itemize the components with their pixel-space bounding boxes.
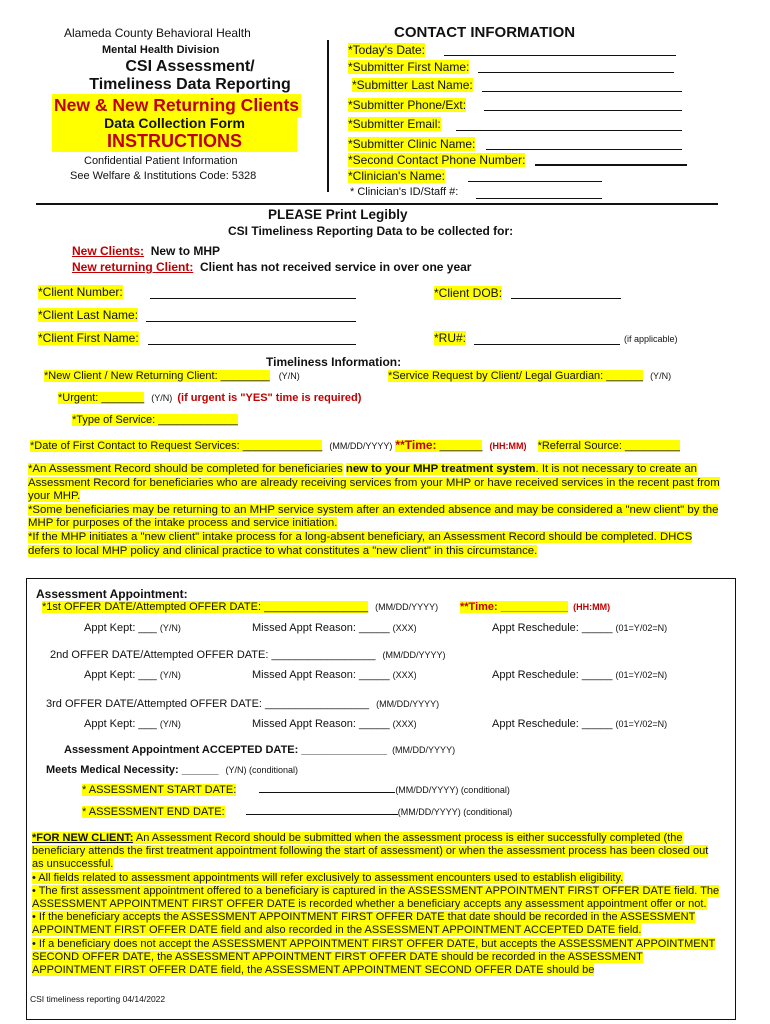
ru-note: (if applicable): [624, 334, 678, 344]
appt-kept-row: [84, 718, 181, 730]
note-text: • If the beneficiary accepts the ASSESSMENT APPOINTMENT FIRST OFFER DATE that date should be recorded in the ASSESSMENT APPOINTMENT FIRST OFFER DATE field and also recorded in the ASSESSMENT APPOINTMENT ACCEPTED DATE field.: [32, 911, 696, 937]
todays-date-field[interactable]: [444, 55, 676, 56]
offer1-label[interactable]: *1st OFFER DATE/Attempted OFFER DATE: _________________: [42, 601, 369, 613]
csi-collected-heading: CSI Timeliness Reporting Data to be collected for:: [228, 224, 514, 238]
returning-client-text: Client has not received service in over one year: [200, 260, 472, 274]
assessment-end-field[interactable]: [246, 814, 398, 815]
returning-client-definition: [72, 260, 471, 274]
urgent-row: [58, 392, 361, 404]
accepted-date-label[interactable]: Assessment Appointment ACCEPTED DATE: ______________: [64, 744, 387, 756]
division-name: Mental Health Division: [102, 44, 220, 56]
client-dob-label: *Client DOB:: [434, 286, 503, 300]
reason-code-hint: (XXX): [392, 623, 417, 633]
submitter-email-field[interactable]: [456, 130, 682, 131]
offer3-row: [46, 698, 439, 710]
client-number-field[interactable]: [150, 298, 356, 299]
note-text: • If a beneficiary does not accept the ASSESSMENT APPOINTMENT FIRST OFFER DATE, but accepts the ASSESSMENT APPOINTMENT SECOND OFFER DATE, the ASSESSMENT APPOINTMENT FIRST OFFER DATE should be recorded in the ASSESSMENT APPOINTMENT FIRST OFFER DATE field, the ASSESSMENT APPOINTMENT SECOND OFFER DATE should be: [32, 937, 716, 977]
welfare-code: See Welfare & Institutions Code: 5328: [70, 170, 257, 182]
reschedule-label[interactable]: Appt Reschedule: _____: [492, 622, 613, 634]
note-text: *Some beneficiaries may be returning to an MHP service system after an extended absence and may be considered a "new client" by the MHP for purposes of the intake process and service initiation.: [28, 503, 719, 530]
date-format-hint: (MM/DD/YYYY): [392, 745, 456, 755]
reschedule-row: [492, 622, 667, 634]
time-format-hint: (HH:MM): [489, 441, 527, 451]
assessment-record-note: [28, 463, 720, 558]
client-number-label: *Client Number:: [38, 285, 123, 299]
returning-client-label: New returning Client:: [72, 260, 194, 274]
offer-time-label[interactable]: **Time: ___________: [460, 601, 569, 613]
appt-kept-label[interactable]: Appt Kept: ___: [84, 622, 157, 634]
agency-name: Alameda County Behavioral Health: [64, 26, 251, 40]
note-text: *An Assessment Record should be completed for beneficiaries: [28, 463, 343, 475]
yn-hint: (Y/N): [650, 371, 672, 381]
date-format-hint: (MM/DD/YYYY): [329, 441, 393, 451]
print-legibly: PLEASE Print Legibly: [268, 207, 408, 222]
assessment-start-label: * ASSESSMENT START DATE:: [82, 784, 237, 796]
submitter-last-field[interactable]: [482, 91, 682, 92]
reschedule-label[interactable]: Appt Reschedule: _____: [492, 669, 613, 681]
note-text: • All fields related to assessment appointments will refer exclusively to assessment encounters used to establish eligibility.: [32, 871, 624, 884]
date-format-hint: (MM/DD/YYYY): [375, 602, 439, 612]
conditional-hint: (Y/N) (conditional): [225, 765, 299, 775]
reason-code-hint: (XXX): [392, 670, 417, 680]
new-returning-label[interactable]: *New Client / New Returning Client: ________: [44, 370, 270, 382]
header-divider: [327, 40, 329, 192]
urgent-note: (if urgent is "YES" time is required): [177, 392, 362, 404]
assessment-end-label: * ASSESSMENT END DATE:: [82, 806, 225, 818]
assessment-end-row: [82, 806, 512, 818]
ru-label: *RU#:: [434, 331, 467, 345]
assessment-start-row: [82, 784, 510, 796]
appt-kept-label[interactable]: Appt Kept: ___: [84, 718, 157, 730]
service-request-row: [388, 370, 671, 382]
confidential-notice: Confidential Patient Information: [84, 155, 238, 167]
missed-reason-row: [252, 718, 417, 730]
medical-necessity-row: [46, 764, 298, 776]
second-phone-field[interactable]: [535, 164, 687, 166]
form-title-line1: CSI Assessment/: [125, 58, 255, 75]
urgent-label[interactable]: *Urgent: _______: [58, 392, 145, 404]
conditional-hint: (MM/DD/YYYY) (conditional): [395, 785, 510, 795]
header-rule: [36, 203, 718, 205]
client-last-field[interactable]: [146, 321, 356, 322]
note-text: . It is not necessary to create an Assessment Record for beneficiaries who are already receiving services from your MHP or have received services in the recent past from your MHP.: [28, 463, 720, 503]
missed-reason-row: [252, 622, 417, 634]
ru-field[interactable]: [474, 344, 620, 345]
submitter-first-field[interactable]: [478, 72, 674, 73]
appt-kept-row: [84, 622, 181, 634]
offer2-row: [50, 649, 446, 661]
referral-source-label[interactable]: *Referral Source: _________: [537, 440, 681, 452]
offer2-label[interactable]: 2nd OFFER DATE/Attempted OFFER DATE: _________________: [50, 649, 376, 661]
timeliness-title: Timeliness Information:: [266, 355, 402, 369]
submitter-clinic-field[interactable]: [486, 149, 682, 150]
note-emphasis: new to your MHP treatment system: [345, 463, 536, 475]
conditional-hint: (MM/DD/YYYY) (conditional): [397, 807, 513, 817]
form-subtitle: New & New Returning Clients: [54, 95, 300, 115]
yn-hint: (Y/N): [278, 371, 300, 381]
date-format-hint: (MM/DD/YYYY): [376, 699, 440, 709]
submitter-first-label: *Submitter First Name:: [348, 60, 470, 74]
reschedule-code-hint: (01=Y/02=N): [615, 623, 668, 633]
appt-kept-label[interactable]: Appt Kept: ___: [84, 669, 157, 681]
offer3-label[interactable]: 3rd OFFER DATE/Attempted OFFER DATE: _________________: [46, 698, 370, 710]
offer1-time-row: [460, 601, 610, 613]
service-request-label[interactable]: *Service Request by Client/ Legal Guardian: ______: [388, 370, 643, 382]
footer-revision: CSI timeliness reporting 04/14/2022: [30, 994, 166, 1004]
first-contact-row: [30, 438, 680, 452]
clinician-name-field[interactable]: [468, 181, 602, 182]
todays-date-label: *Today's Date:: [348, 43, 425, 57]
time-format-hint: (HH:MM): [573, 602, 611, 612]
date-format-hint: (MM/DD/YYYY): [382, 650, 446, 660]
missed-reason-row: [252, 669, 417, 681]
reschedule-label[interactable]: Appt Reschedule: _____: [492, 718, 613, 730]
clinician-id-field[interactable]: [476, 198, 602, 199]
first-contact-label[interactable]: *Date of First Contact to Request Services: _____________: [30, 440, 323, 452]
new-clients-text: New to MHP: [150, 244, 221, 258]
yn-hint: (Y/N): [159, 670, 181, 680]
reschedule-code-hint: (01=Y/02=N): [615, 670, 668, 680]
appt-title: Assessment Appointment:: [36, 587, 188, 601]
contact-title: CONTACT INFORMATION: [394, 24, 576, 41]
new-returning-row: [44, 370, 300, 382]
missed-reason-label[interactable]: Missed Appt Reason: _____: [252, 622, 390, 634]
yn-hint: (Y/N): [159, 719, 181, 729]
new-clients-definition: [72, 244, 220, 258]
submitter-phone-field[interactable]: [484, 110, 682, 111]
time-field[interactable]: _______: [439, 440, 483, 452]
reschedule-row: [492, 718, 667, 730]
second-phone-label: *Second Contact Phone Number:: [348, 153, 526, 167]
yn-hint: (Y/N): [151, 393, 173, 403]
reschedule-code-hint: (01=Y/02=N): [615, 719, 668, 729]
note-heading: *FOR NEW CLIENT:: [32, 832, 134, 844]
accepted-date-row: [64, 744, 455, 756]
assessment-start-field[interactable]: [259, 792, 395, 793]
appt-kept-row: [84, 669, 181, 681]
type-of-service-label[interactable]: *Type of Service: _____________: [72, 414, 238, 426]
submitter-email-label: *Submitter Email:: [348, 117, 441, 131]
missed-reason-label[interactable]: Missed Appt Reason: _____: [252, 718, 390, 730]
offer1-row: [42, 601, 438, 613]
instructions-label: INSTRUCTIONS: [52, 131, 297, 152]
reschedule-row: [492, 669, 667, 681]
note-text: • The first assessment appointment offered to a beneficiary is captured in the ASSESSMENT APPOINTMENT FIRST OFFER DATE field. The ASSESSMENT APPOINTMENT FIRST OFFER DATE is recorded whether a beneficiary accepts any assessment appointment offer or not.: [32, 884, 720, 911]
note-text: An Assessment Record should be submitted when the assessment process is either successfully completed (the beneficiary attends the first treatment appointment following the start of assessment) or when the assessment process has been closed out as unsuccessful.: [32, 832, 709, 871]
yn-hint: (Y/N): [159, 623, 181, 633]
reason-code-hint: (XXX): [392, 719, 417, 729]
submitter-last-label: *Submitter Last Name:: [352, 78, 473, 92]
client-first-field[interactable]: [148, 344, 356, 345]
clinician-name-label: *Clinician's Name:: [348, 169, 445, 183]
clinician-id-label: * Clinician's ID/Staff #:: [350, 186, 459, 198]
missed-reason-label[interactable]: Missed Appt Reason: _____: [252, 669, 390, 681]
submitter-phone-label: *Submitter Phone/Ext:: [348, 98, 467, 112]
form-title-line2: Timeliness Data Reporting: [89, 76, 291, 93]
note-text: *If the MHP initiates a "new client" intake process for a long-absent beneficiary, an Assessment Record should be completed. DHCS defers to local MHP policy and clinical practice to what constitutes a "new client" in this circumstance.: [28, 530, 693, 557]
client-last-label: *Client Last Name:: [38, 308, 139, 322]
new-client-instructions: [32, 832, 722, 990]
new-clients-label: New Clients:: [72, 244, 145, 258]
client-dob-field[interactable]: [511, 298, 621, 299]
time-label: **Time:: [395, 438, 437, 452]
client-first-label: *Client First Name:: [38, 331, 139, 345]
form-name: Data Collection Form: [52, 115, 297, 131]
medical-necessity-label[interactable]: Meets Medical Necessity: ______: [46, 764, 219, 776]
submitter-clinic-label: *Submitter Clinic Name:: [348, 137, 476, 151]
